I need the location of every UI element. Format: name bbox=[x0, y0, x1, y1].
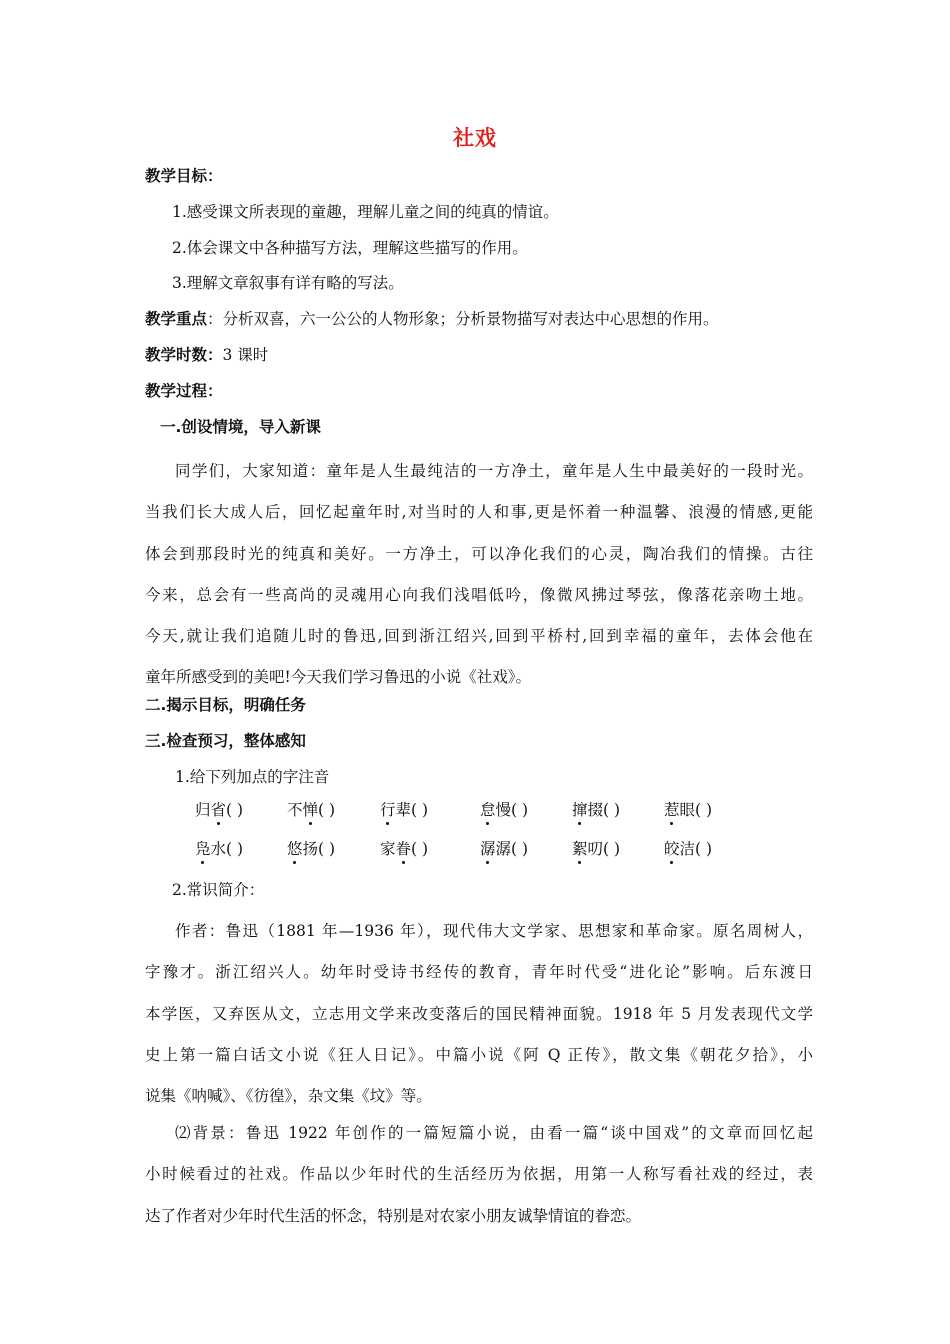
paragraph-line: 说集《呐喊》、《彷徨》，杂文集《坟》等。 bbox=[145, 1087, 432, 1106]
process-heading: 教学过程： bbox=[145, 382, 223, 400]
pinyin-item: 皎洁( ) bbox=[664, 837, 712, 859]
objective-item-2: 2.体会课文中各种描写方法，理解这些描写的作用。 bbox=[172, 239, 528, 257]
pinyin-item: 潺潺( ) bbox=[480, 837, 528, 859]
paragraph-line: 当我们长大成人后，回忆起童年时,对当时的人和事,更是怀着一种温馨、浪漫的情感,更能 bbox=[145, 503, 813, 522]
paragraph-line: 童年所感受到的美吧!今天我们学习鲁迅的小说《社戏》。 bbox=[145, 668, 531, 687]
objective-item-3: 3.理解文章叙事有详有略的写法。 bbox=[172, 274, 404, 292]
paragraph-line: 小时候看过的社戏。作品以少年时代的生活经历为依据，用第一人称写看社戏的经过，表 bbox=[145, 1165, 813, 1184]
pinyin-item: 絮叨( ) bbox=[572, 837, 620, 859]
pinyin-item: 凫水( ) bbox=[195, 837, 243, 859]
section2-heading: 二.揭示目标，明确任务 bbox=[145, 696, 306, 714]
section1-heading: 一.创设情境，导入新课 bbox=[160, 418, 321, 436]
teaching-hours bbox=[145, 343, 268, 365]
paragraph-line: 同学们，大家知道：童年是人生最纯洁的一方净土，童年是人生中最美好的一段时光。 bbox=[175, 462, 813, 480]
key-points-label: 教学重点 bbox=[145, 310, 208, 328]
key-points bbox=[145, 307, 719, 329]
paragraph-line: 作者：鲁迅（1881 年—1936 年），现代伟大文学家、思想家和革命家。原名周树人， bbox=[175, 922, 813, 940]
key-points-text: ：分析双喜，六一公公的人物形象；分析景物描写对表达中心思想的作用。 bbox=[207, 310, 719, 328]
pinyin-item: 悠扬( ) bbox=[287, 837, 335, 859]
paragraph-line: 体会到那段时光的纯真和美好。一方净土，可以净化我们的心灵，陶冶我们的情操。古往 bbox=[145, 544, 813, 563]
question-2: 2.常识简介： bbox=[172, 881, 265, 899]
pinyin-item: 家眷( ) bbox=[380, 837, 428, 859]
paragraph-line: 今天,就让我们追随儿时的鲁迅,回到浙江绍兴,回到平桥村,回到幸福的童年，去体会他在 bbox=[145, 627, 813, 646]
author-paragraph bbox=[145, 911, 813, 1117]
pinyin-item: 行辈( ) bbox=[380, 798, 428, 820]
paragraph-line: ⑵背景：鲁迅 1922 年创作的一篇短篇小说，由看一篇“谈中国戏”的文章而回忆起 bbox=[175, 1124, 813, 1142]
pinyin-item: 惹眼( ) bbox=[664, 798, 712, 820]
paragraph-line: 字豫才。浙江绍兴人。幼年时受诗书经传的教育，青年时代受“进化论”影响。后东渡日 bbox=[145, 963, 813, 982]
pinyin-item: 归省( ) bbox=[195, 798, 243, 820]
page-title: 社戏 bbox=[453, 126, 497, 150]
paragraph-line: 今来，总会有一些高尚的灵魂用心向我们浅唱低吟，像微风拂过琴弦，像落花亲吻土地。 bbox=[145, 585, 813, 604]
paragraph-line: 本学医，又弃医从文，立志用文学来改变落后的国民精神面貌。1918 年 5 月发表现代文学 bbox=[145, 1004, 813, 1023]
section1-paragraph bbox=[145, 451, 813, 699]
pinyin-item: 怠慢( ) bbox=[480, 798, 528, 820]
question-1: 1.给下列加点的字注音 bbox=[175, 768, 330, 786]
pinyin-item: 不惮( ) bbox=[287, 798, 335, 820]
paragraph-line: 达了作者对少年时代生活的怀念，特别是对农家小朋友诚挚情谊的眷恋。 bbox=[145, 1206, 642, 1225]
background-paragraph bbox=[145, 1113, 813, 1237]
hours-label: 教学时数： bbox=[145, 346, 223, 364]
objectives-heading: 教学目标： bbox=[145, 167, 223, 185]
paragraph-line: 史上第一篇白话文小说《狂人日记》。中篇小说《阿 Q 正传》，散文集《朝花夕拾》，小 bbox=[145, 1045, 813, 1064]
objective-item-1: 1.感受课文所表现的童趣，理解儿童之间的纯真的情谊。 bbox=[172, 203, 559, 221]
hours-text: 3 课时 bbox=[222, 346, 269, 364]
pinyin-item: 撺掇( ) bbox=[572, 798, 620, 820]
section3-heading: 三.检查预习，整体感知 bbox=[145, 732, 306, 750]
